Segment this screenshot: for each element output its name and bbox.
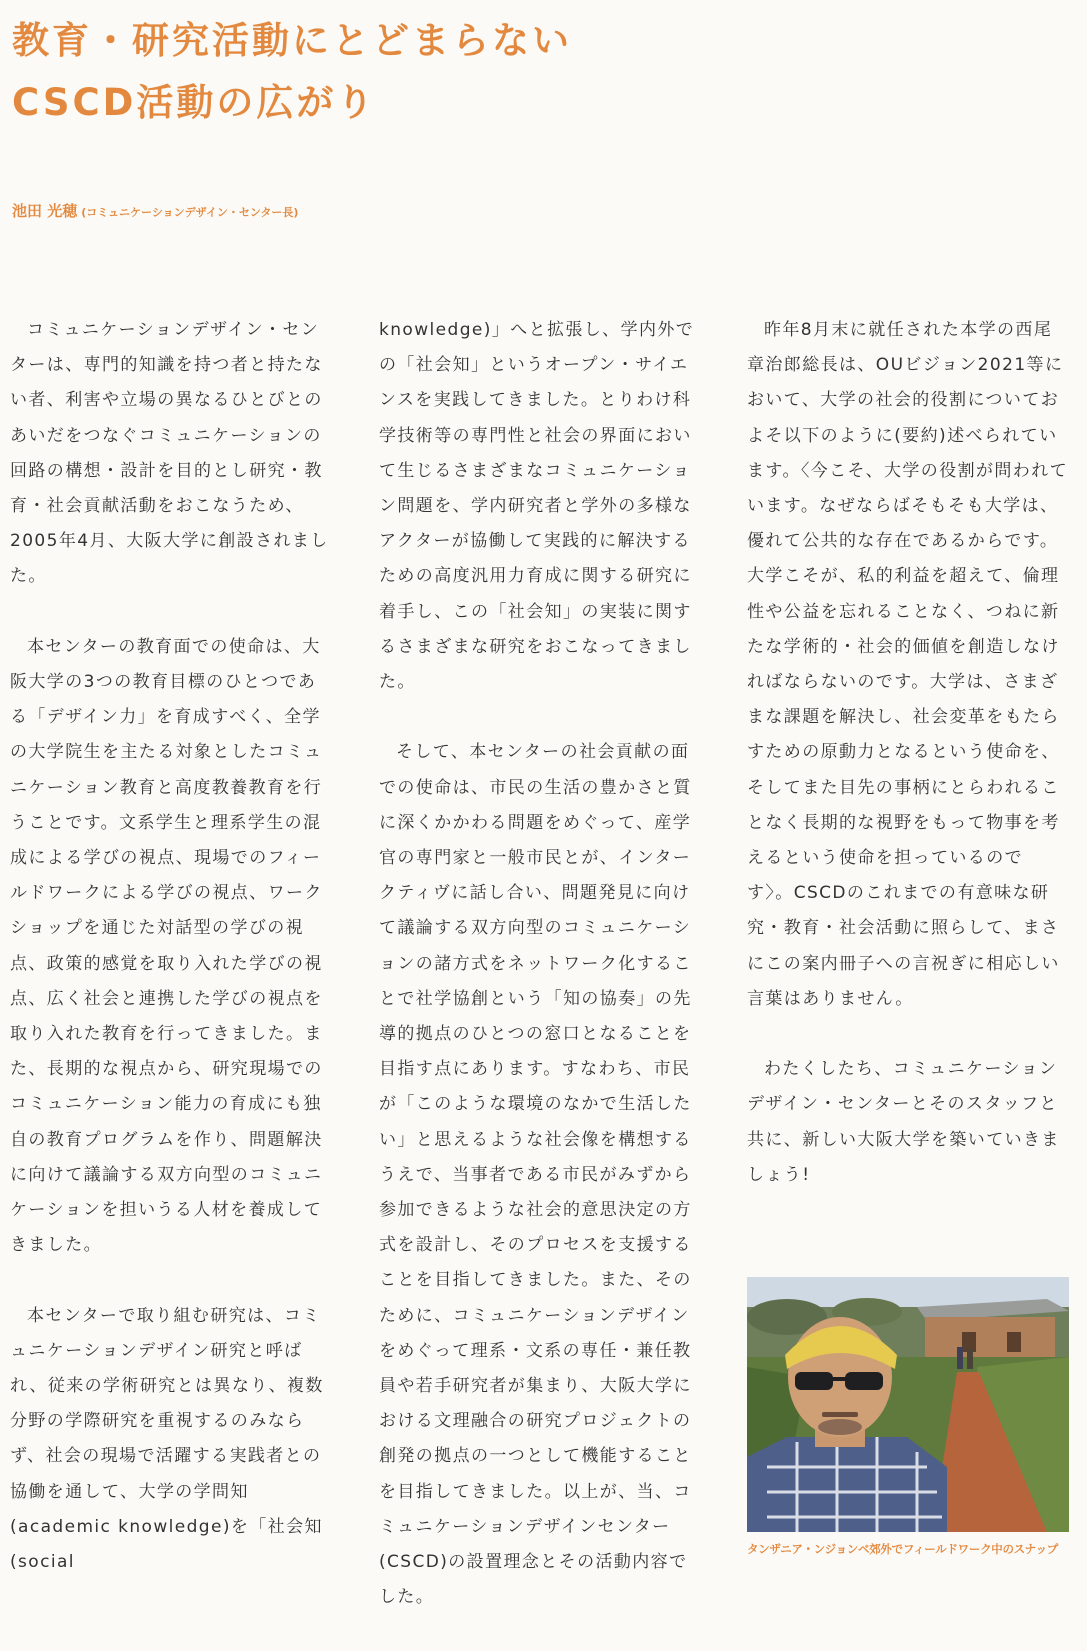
paragraph-social-contribution: そして、本センターの社会貢献の面での使命は、市民の生活の豊かさと質に深くかかわる問題をめぐって、産学官の専門家と一般市民とが、インタークティヴに話し合い、問題発見に向けて議論する双方向型のコミュニケーションの諸方式をネットワーク化することで社学協創という「知の協奏」の先導的拠点のひとつの窓口となることを目指す点にあります。すなわち、市民が「このような環境のなかで生活したい」と思えるような社会像を構想するうえで、当事者である市民がみずから参加できるような社会的意思決定の方式を設計し、そのプロセスを支援することを目指してきました。また、そのために、コミュニケーションデザインをめぐって理系・文系の専任・兼任教員や若手研究者が集まり、大阪大学における文理融合の研究プロジェクトの創発の拠点の一つとして機能することを目指してきました。以上が、当、コミュニケーションデザインセンター(CSCD)の設置理念とその活動内容でした。 xyxy=(379,742,692,1608)
body-column-3 xyxy=(747,313,1069,1228)
paragraph-president-vision: 昨年8月末に就任された本学の西尾章治郎総長は、OUビジョン2021等において、大学の社会的役割についておよそ以下のように(要約)述べられています。〈今こそ、大学の役割が問われています。なぜならばそもそも大学は、優れて公共的な存在であるからです。大学こそが、私的利益を超えて、倫理性や公益を忘れることなく、つねに新たな学術的・社会的価値を創造しなければならないのです。大学は、さまざまな課題を解決し、社会変革をもたらすための原動力となるという使命を、そしてまた目先の事柄にとらわれることなく長期的な視野をもって物事を考えるという使命を担っているのです〉。CSCDのこれまでの有意味な研究・教育・社会活動に照らして、まさにこの案内冊子への言祝ぎに相応しい言葉はありません。 xyxy=(747,320,1068,1009)
author-name: 池田 光穂 xyxy=(12,202,78,220)
title-line-2: CSCD活動の広がり xyxy=(12,81,377,124)
body-column-2 xyxy=(379,313,701,1651)
photo-caption: タンザニア・ンジョンベ郊外でフィールドワーク中のスナップ xyxy=(747,1542,1059,1556)
author-byline xyxy=(12,200,298,221)
fieldwork-photo xyxy=(747,1277,1069,1532)
article-title xyxy=(12,10,572,134)
body-column-1 xyxy=(10,313,332,1615)
paragraph-education-mission: 本センターの教育面での使命は、大阪大学の3つの教育目標のひとつである「デザイン力」を育成すべく、全学の大学院生を主たる対象としたコミュニケーション教育と高度教養教育を行うことです。文系学生と理系学生の混成による学びの視点、現場でのフィールドワークによる学びの視点、ワークショップを通じた対話型の学びの視点、政策的感覚を取り入れた学びの視点、広く社会と連携した学びの視点を取り入れた教育を行ってきました。また、長期的な視点から、研究現場でのコミュニケーション能力の育成にも独自の教育プログラムを作り、問題解決に向けて議論する双方向型のコミュニケーションを担いうる人材を養成してきました。 xyxy=(10,636,323,1256)
title-line-1: 教育・研究活動にとどまらない xyxy=(12,19,572,62)
author-role: (コミュニケーションデザイン・センター長) xyxy=(81,206,299,219)
paragraph-center-intro: コミュニケーションデザイン・センターは、専門的知識を持つ者と持たない者、利害や立場の異なるひとびとのあいだをつなぐコミュニケーションの回路の構想・設計を目的とし研究・教育・社会貢献活動をおこなうため、2005年4月、大阪大学に創設されました。 xyxy=(10,320,329,587)
paragraph-research-continued: knowledge)」へと拡張し、学内外での「社会知」というオープン・サイエンスを実践してきました。とりわけ科学技術等の専門性と社会の界面において生じるさまざまなコミュニケーション問題を、学内研究者と学外の多様なアクターが協働して実践的に解決するための高度汎用力育成に関する研究に着手し、この「社会知」の実装に関するさまざまな研究をおこなってきました。 xyxy=(379,320,695,693)
paragraph-research: 本センターで取り組む研究は、コミュニケーションデザイン研究と呼ばれ、従来の学術研究とは異なり、複数分野の学際研究を重視するのみならず、社会の現場で活躍する実践者との協働を通して、大学の学問知(academic knowledge)を「社会知(social xyxy=(10,1305,324,1573)
paragraph-closing: わたくしたち、コミュニケーションデザイン・センターとそのスタッフと共に、新しい大阪大学を築いていきましょう! xyxy=(747,1059,1060,1185)
